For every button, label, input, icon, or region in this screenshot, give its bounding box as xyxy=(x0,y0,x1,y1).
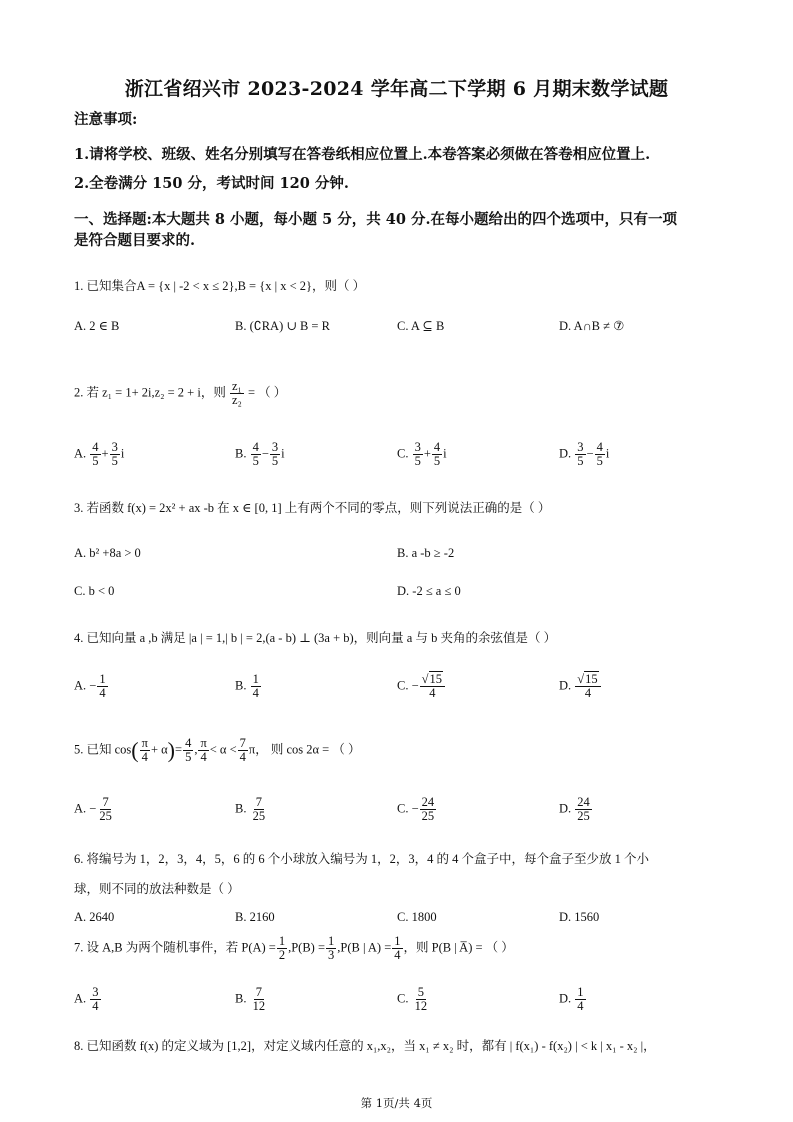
q2-d-n2: 4 xyxy=(596,440,603,454)
q7-stem-pre: 7. 设 A,B 为两个随机事件，若 P(A) = xyxy=(74,940,276,955)
q2-d-n1: 3 xyxy=(577,440,584,454)
q7-a-num: 3 xyxy=(92,985,99,999)
q4-a-label: A. xyxy=(74,678,87,693)
q4-a-num: 1 xyxy=(99,672,106,686)
q5-a-num: 7 xyxy=(102,795,109,809)
q7-option-c xyxy=(397,986,430,1013)
q5-c-den: 25 xyxy=(421,809,435,824)
q2-c-n2: 4 xyxy=(433,440,441,454)
q2-frac-num: z₁ xyxy=(231,379,242,393)
q5-option-c xyxy=(397,796,437,823)
q7-f3n: 1 xyxy=(394,934,401,948)
q3-option-b: B. a -b ≥ -2 xyxy=(397,546,455,560)
q2-d-tail: i xyxy=(605,446,610,461)
q4-b-num: 1 xyxy=(252,672,259,686)
page-footer: 第 1页/共 4页 xyxy=(360,1096,433,1110)
q5-comma: , xyxy=(194,742,198,757)
q5-a-label: A. xyxy=(74,801,87,816)
q5-four-den: 4 xyxy=(141,750,148,765)
q5-option-d xyxy=(559,796,593,823)
q1-option-c: C. A ⊆ B xyxy=(397,319,445,333)
q2-c-tail: i xyxy=(443,446,447,461)
q2-b-tail: i xyxy=(281,446,285,461)
q7-post: ，则 P(B | A̅) = （ ） xyxy=(403,940,514,955)
q5-option-b xyxy=(235,796,268,823)
q4-c-label: C. xyxy=(397,678,409,693)
q2-c-n1: 3 xyxy=(414,440,421,454)
q5-b-label: B. xyxy=(235,801,247,816)
notice-item-2: 2.全卷满分 150 分，考试时间 120 分钟. xyxy=(74,175,349,192)
q7-f1d: 2 xyxy=(278,948,286,963)
q2-fraction xyxy=(230,380,244,407)
q6-option-c: C. 1800 xyxy=(397,910,437,924)
q5-pi-num-2: π xyxy=(200,736,207,750)
q5-c-num: 24 xyxy=(421,795,435,809)
q6-stem-line2: 球，则不同的放法种数是（ ） xyxy=(74,882,240,896)
q2-option-a xyxy=(74,441,124,468)
q7-option-d xyxy=(559,986,587,1013)
q6-option-b: B. 2160 xyxy=(235,910,275,924)
q4-a-sign: − xyxy=(89,678,97,693)
q6-option-d: D. 1560 xyxy=(559,910,600,924)
q2-stem xyxy=(74,380,286,407)
notice-item-1: 1.请将学校、班级、姓名分别填写在答卷纸相应位置上.本卷答案必须做在答卷相应位置上. xyxy=(74,146,651,163)
q2-frac-den: z₂ xyxy=(231,393,242,408)
q5-b-num: 7 xyxy=(255,795,262,809)
q5-eq: = xyxy=(175,742,183,757)
q2-a-n1: 4 xyxy=(92,440,99,454)
q7-option-b xyxy=(235,986,268,1013)
q7-a-label: A. xyxy=(74,991,87,1006)
q4-c-radical-icon: √ xyxy=(421,672,429,686)
q2-d-label: D. xyxy=(559,446,572,461)
q3-option-a: A. b² +8a > 0 xyxy=(74,546,141,560)
q2-option-b xyxy=(235,441,285,468)
q7-option-a xyxy=(74,986,102,1013)
q5-d-label: D. xyxy=(559,801,572,816)
q5-b-den: 25 xyxy=(252,809,266,824)
q3-option-c: C. b < 0 xyxy=(74,584,115,598)
q2-b-op: − xyxy=(261,446,269,461)
q2-a-d2: 5 xyxy=(111,454,118,469)
q2-b-label: B. xyxy=(235,446,247,461)
q4-c-num: 15 xyxy=(429,672,443,686)
q5-c-sign: − xyxy=(411,801,419,816)
q4-d-den: 4 xyxy=(584,686,592,701)
q4-a-den: 4 xyxy=(99,686,106,701)
q7-stem xyxy=(74,935,514,962)
q4-d-radical-icon: √ xyxy=(577,672,585,686)
q4-option-b xyxy=(235,673,262,700)
q5-d-den: 25 xyxy=(577,809,590,824)
page-title: 浙江省绍兴市 2023-2024 学年高二下学期 6 月期末数学试题 xyxy=(124,78,669,100)
q7-p2: ,P(B) = xyxy=(288,940,326,955)
q5-d45: 5 xyxy=(185,750,192,765)
q5-c-label: C. xyxy=(397,801,409,816)
q1-option-b: B. (∁RA) ∪ B = R xyxy=(235,319,330,333)
q2-option-d xyxy=(559,441,609,468)
q5-four-den-2: 4 xyxy=(200,750,207,765)
q4-d-label: D. xyxy=(559,678,572,693)
q2-d-d1: 5 xyxy=(577,454,584,469)
q4-stem: 4. 已知向量 a ,b 满足 |a | = 1,| b | = 2,(a - b) ⊥ (3a + b)，则向量 a 与 b 夹角的余弦值是（ ） xyxy=(74,631,557,645)
q7-b-label: B. xyxy=(235,991,247,1006)
q2-c-d2: 5 xyxy=(433,454,441,469)
q2-d-d2: 5 xyxy=(596,454,603,469)
q2-c-op: + xyxy=(423,446,431,461)
q2-d-op: − xyxy=(586,446,594,461)
q2-c-label: C. xyxy=(397,446,409,461)
q2-c-d1: 5 xyxy=(414,454,421,469)
q4-d-num: 15 xyxy=(585,672,598,686)
q4-c-den: 4 xyxy=(429,686,436,701)
q7-f1n: 1 xyxy=(278,934,286,948)
q2-b-n2: 3 xyxy=(271,440,279,454)
q5-n7: 7 xyxy=(239,736,246,750)
q7-d-den: 4 xyxy=(577,999,584,1014)
q5-stem-pre: 5. 已知 cos xyxy=(74,742,132,757)
q7-b-den: 12 xyxy=(252,999,266,1014)
q5-d-num: 24 xyxy=(577,795,590,809)
q3-stem: 3. 若函数 f(x) = 2x² + ax -b 在 x ∈ [0, 1] 上有两个不同的零点，则下列说法正确的是（ ） xyxy=(74,501,551,515)
q5-tail: π， 则 cos 2α = （ ） xyxy=(248,742,361,757)
q4-option-a xyxy=(74,673,109,700)
q2-a-tail: i xyxy=(120,446,125,461)
q5-pi-num: π xyxy=(141,736,148,750)
q7-f2n: 1 xyxy=(328,934,335,948)
q5-n45: 4 xyxy=(185,736,192,750)
q4-b-den: 4 xyxy=(252,686,259,701)
q2-stem-pre: 2. 若 z₁ = 1+ 2i,z₂ = 2 + i，则 xyxy=(74,385,226,400)
q5-lt: < α < xyxy=(209,742,237,757)
q6-stem-line1: 6. 将编号为 1，2，3，4，5，6 的 6 个小球放入编号为 1，2，3，4 的 4 个盒子中，每个盒子至少放 1 个小 xyxy=(74,852,650,866)
q8-stem: 8. 已知函数 f(x) 的定义域为 [1,2]，对定义域内任意的 x₁,x₂，当 x₁ ≠ x₂ 时，都有 | f(x₁) - f(x₂) | < k | x₁ - x₂ |， xyxy=(74,1039,656,1053)
q5-a-den: 25 xyxy=(99,809,112,824)
q2-option-c xyxy=(397,441,447,468)
q7-c-den: 12 xyxy=(414,999,428,1014)
q4-option-d xyxy=(559,673,602,700)
q7-f2d: 3 xyxy=(328,948,335,963)
section1-line1: 一、选择题:本大题共 8 小题，每小题 5 分，共 40 分.在每小题给出的四个选项中，只有一项 xyxy=(74,211,678,228)
q2-stem-post: = （ ） xyxy=(248,385,287,400)
q4-c-sign: − xyxy=(411,678,419,693)
q4-option-c xyxy=(397,673,446,700)
q5-option-a xyxy=(74,796,115,823)
q2-a-op: + xyxy=(101,446,109,461)
q7-c-label: C. xyxy=(397,991,409,1006)
q7-p3: ,P(B | A) = xyxy=(337,940,392,955)
q5-four-den-3: 4 xyxy=(239,750,246,765)
q2-b-d2: 5 xyxy=(271,454,279,469)
q1-stem: 1. 已知集合A = {x | -2 < x ≤ 2},B = {x | x < 2}，则（ ） xyxy=(74,279,366,293)
q5-stem: 5. 已知 cos( $\frac{\pi}{4}$ + α)= $\frac{4}{5}$ , $\frac{\pi}{4}$ < α < $\frac{7}{4}$ π， 则 cos 2α = （ ） xyxy=(74,736,361,765)
section1-line2: 是符合题目要求的. xyxy=(74,232,196,249)
q5-a-sign: − xyxy=(89,801,97,816)
q2-a-label: A. xyxy=(74,446,87,461)
q7-f3d: 4 xyxy=(394,948,401,963)
q2-a-n2: 3 xyxy=(111,440,118,454)
q7-a-den: 4 xyxy=(92,999,99,1014)
q7-c-num: 5 xyxy=(417,985,424,999)
q1-option-d: D. A∩B ≠ ⑦ xyxy=(559,319,625,333)
q3-option-d: D. -2 ≤ a ≤ 0 xyxy=(397,584,461,598)
notice-heading: 注意事项: xyxy=(74,111,138,128)
q5-plus-alpha: + α xyxy=(150,742,168,757)
q7-d-num: 1 xyxy=(577,985,584,999)
q2-b-d1: 5 xyxy=(252,454,259,469)
q2-b-n1: 4 xyxy=(252,440,259,454)
q4-b-label: B. xyxy=(235,678,247,693)
q1-option-a: A. 2 ∈ B xyxy=(74,319,120,333)
q7-b-num: 7 xyxy=(255,985,262,999)
q6-option-a: A. 2640 xyxy=(74,910,115,924)
q2-a-d1: 5 xyxy=(92,454,99,469)
q7-d-label: D. xyxy=(559,991,572,1006)
